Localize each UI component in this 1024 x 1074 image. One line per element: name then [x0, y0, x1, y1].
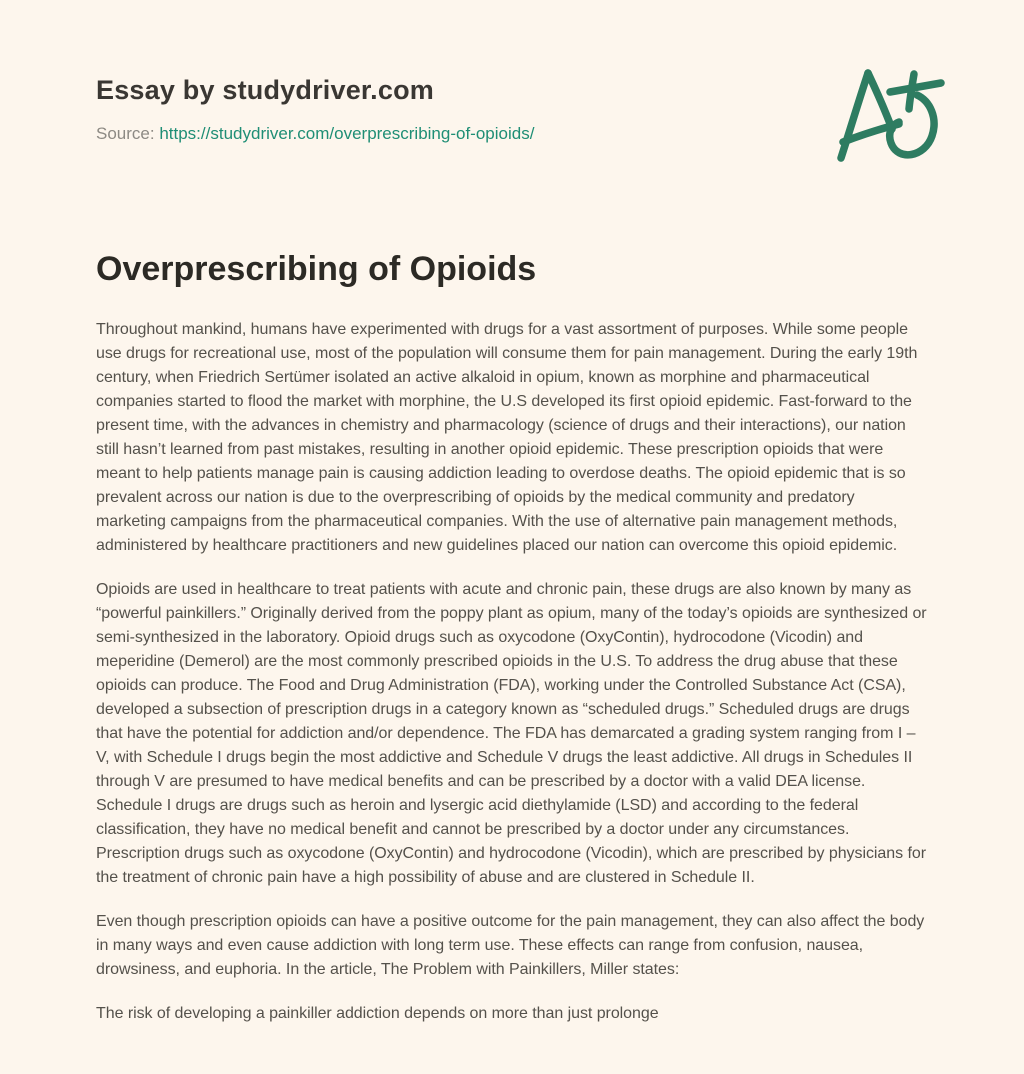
essay-content: [96, 249, 928, 1026]
essay-paragraph-4: The risk of developing a painkiller addiction depends on more than just prolonge: [96, 1004, 659, 1022]
essay-title: Overprescribing of Opioids: [96, 249, 537, 288]
essay-paragraph-1: Throughout mankind, humans have experimented with drugs for a vast assortment of purposes. While some people use drugs for recreational use, most of the population will consume them for pain management. During the early 19th century, when Friedrich Sertümer isolated an active alkaloid in opium, known as morphine and pharmaceutical companies started to flood the market with morphine, the U.S developed its first opioid epidemic. Fast-forward to the present time, with the advances in chemistry and pharmacology (science of drugs and their interactions), our nation still hasn’t learned from past mistakes, resulting in another opioid epidemic. These prescription opioids that were meant to help patients manage pain is causing addiction leading to overdose deaths. The opioid epidemic that is so prevalent across our nation is due to the overprescribing of opioids by the medical community and predatory marketing campaigns from the pharmaceutical companies. With the use of alternative pain management methods, administered by healthcare practitioners and new guidelines placed our nation can overcome this opioid epidemic.: [96, 320, 918, 554]
source-line: [96, 124, 928, 144]
essay-paragraph-3: Even though prescription opioids can have a positive outcome for the pain management, they can also affect the body in many ways and even cause addiction with long term use. These effects can range from confusion, nausea, drowsiness, and euphoria. In the article, The Problem with Painkillers, Miller states:: [96, 912, 925, 978]
source-label: Source:: [96, 124, 155, 144]
page-title: Essay by studydriver.com: [96, 75, 434, 105]
studydriver-a-plus-logo-icon: [828, 62, 950, 166]
essay-paragraph-2: Opioids are used in healthcare to treat patients with acute and chronic pain, these drugs are also known by many as “powerful painkillers.” Originally derived from the poppy plant as opium, many of the today’s opioids are synthesized or semi-synthesized in the laboratory. Opioid drugs such as oxycodone (OxyContin), hydrocodone (Vicodin) and meperidine (Demerol) are the most commonly prescribed opioids in the U.S. To address the drug abuse that these opioids can produce. The Food and Drug Administration (FDA), working under the Controlled Substance Act (CSA), developed a subsection of prescription drugs in a category known as “scheduled drugs.” Scheduled drugs are drugs that have the potential for addiction and/or dependence. The FDA has demarcated a grading system ranging from I – V, with Schedule I drugs begin the most addictive and Schedule V drugs the least addictive. All drugs in Schedules II through V are presumed to have medical benefits and can be prescribed by a doctor with a valid DEA license. Schedule I drugs are drugs such as heroin and lysergic acid diethylamide (LSD) and according to the federal classification, they have no medical benefit and cannot be prescribed by a doctor under any circumstances. Prescription drugs such as oxycodone (OxyContin) and hydrocodone (Vicodin), which are prescribed by physicians for the treatment of chronic pain have a high possibility of abuse and are clustered in Schedule II.: [96, 580, 927, 886]
document-header: [96, 74, 928, 145]
source-link[interactable]: https://studydriver.com/overprescribing-of-opioids/: [159, 124, 535, 144]
